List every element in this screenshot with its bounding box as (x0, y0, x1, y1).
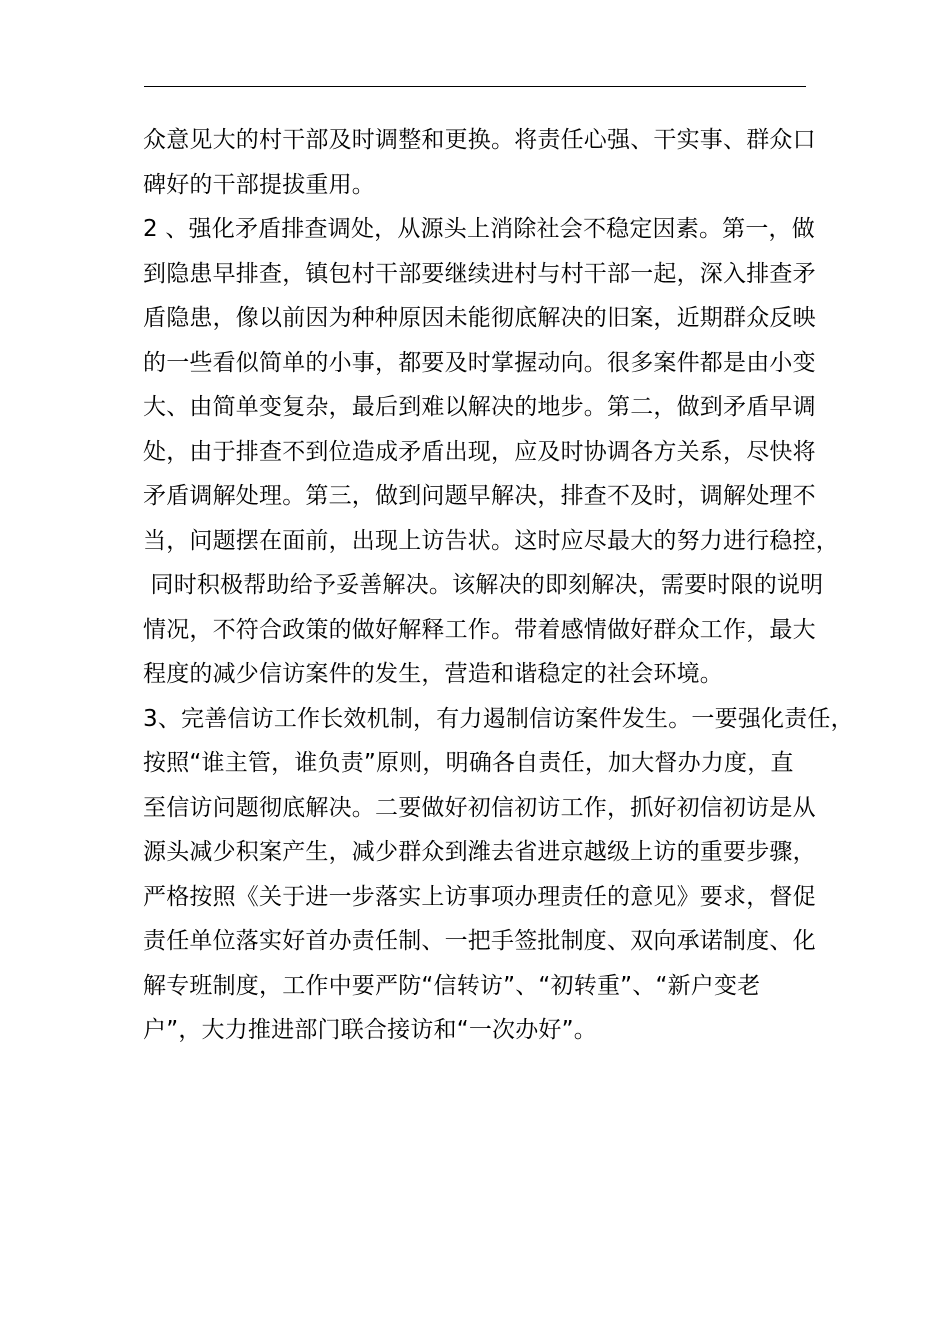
text-line: 盾隐患，像以前因为种种原因未能彻底解决的旧案，近期群众反映 (143, 305, 816, 331)
header-divider (144, 86, 806, 87)
text-line: 碑好的干部提拔重用。 (143, 171, 375, 198)
text-line: 处，由于排查不到位造成矛盾出现，应及时协调各方关系，尽快将 (143, 438, 816, 465)
text-line: 解专班制度，工作中要严防“信转访”、“初转重”、“新户变老 (143, 972, 761, 999)
text-line: 众意见大的村干部及时调整和更换。将责任心强、干实事、群众口 (143, 127, 816, 153)
text-line: 当，问题摆在面前，出现上访告状。这时应尽最大的努力进行稳控， (143, 527, 839, 554)
text-line: 严格按照《关于进一步落实上访事项办理责任的意见》要求，督促 (143, 883, 816, 910)
text-line: 的一些看似简单的小事，都要及时掌握动向。很多案件都是由小变 (143, 349, 816, 376)
text-line: 3、完善信访工作长效机制，有力遏制信访案件发生。一要强化责任， (143, 705, 854, 732)
body-text (143, 118, 854, 1053)
text-line: 矛盾调解处理。第三，做到问题早解决，排查不及时，调解处理不 (143, 483, 816, 509)
text-line: 至信访问题彻底解决。二要做好初信初访工作，抓好初信初访是从 (143, 794, 816, 821)
text-line: 同时积极帮助给予妥善解决。该解决的即刻解决，需要时限的说明 (143, 572, 824, 598)
text-line: 情况，不符合政策的做好解释工作。带着感情做好群众工作，最大 (143, 616, 816, 643)
text-line: 按照“谁主管，谁负责”原则，明确各自责任，加大督办力度，直 (143, 750, 794, 776)
text-line: 责任单位落实好首办责任制、一把手签批制度、双向承诺制度、化 (143, 928, 816, 954)
text-line: 到隐患早排查，镇包村干部要继续进村与村干部一起，深入排查矛 (143, 260, 816, 287)
text-line: 程度的减少信访案件的发生，营造和谐稳定的社会环境。 (143, 661, 723, 687)
text-line: 源头减少积案产生，减少群众到潍去省进京越级上访的重要步骤， (143, 839, 816, 865)
text-line: 户”，大力推进部门联合接访和“一次办好”。 (143, 1017, 597, 1043)
text-line: 大、由简单变复杂，最后到难以解决的地步。第二，做到矛盾早调 (143, 394, 816, 420)
text-line: 2 、强化矛盾排查调处，从源头上消除社会不稳定因素。第一，做 (143, 216, 815, 242)
